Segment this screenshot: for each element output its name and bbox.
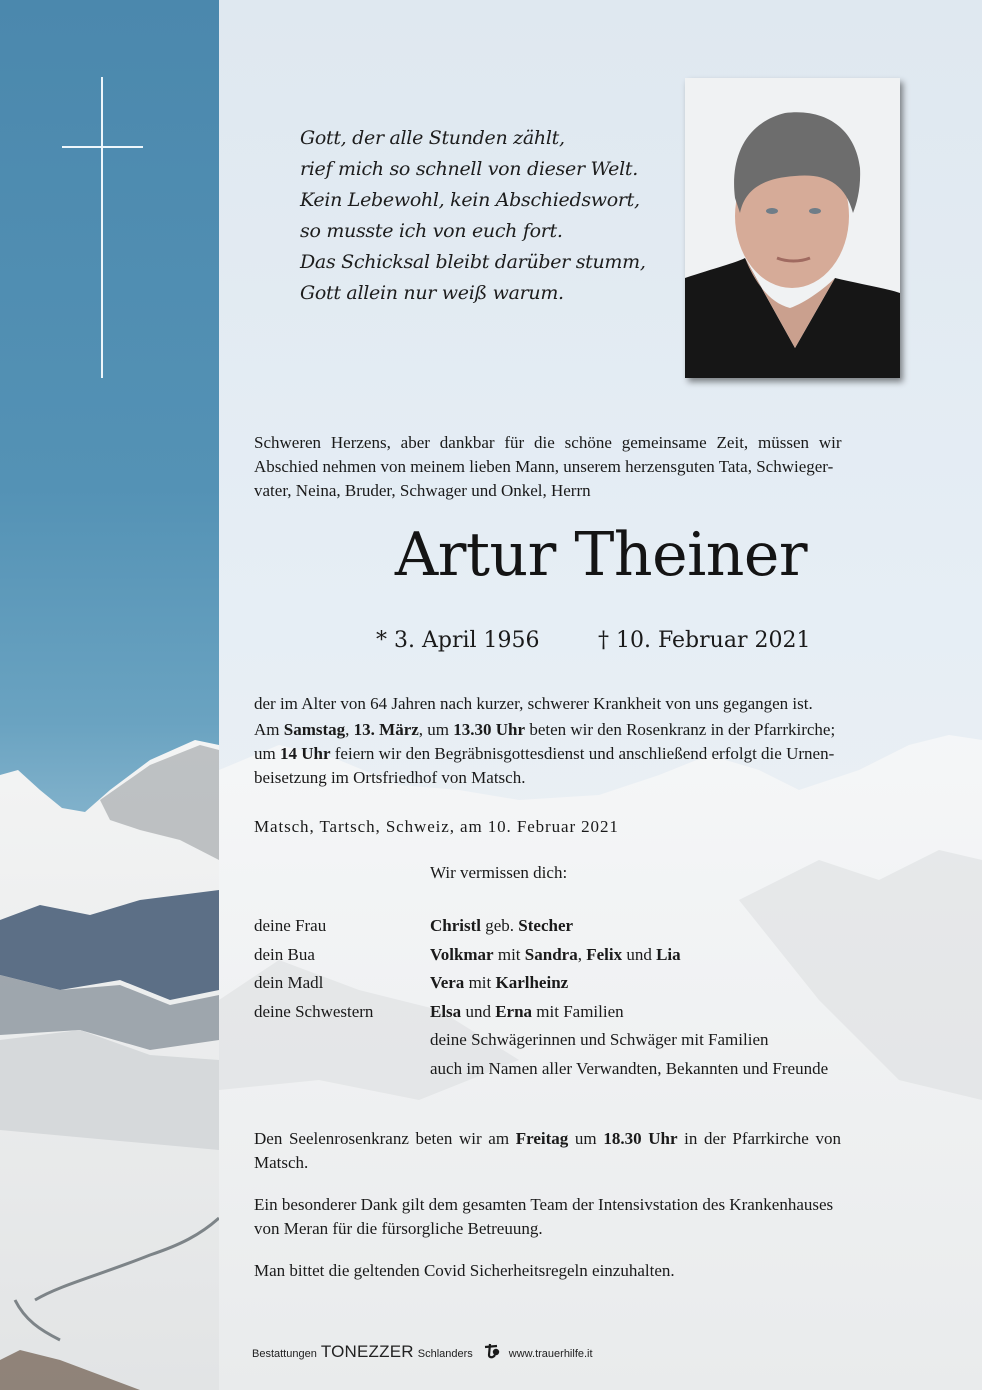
intro-text xyxy=(254,431,924,503)
age-line: der im Alter von 64 Jahren nach kurzer, schwerer Krankheit von uns gegangen ist. xyxy=(254,694,813,713)
text: und xyxy=(461,1001,496,1021)
birth-date: * 3. April 1956 xyxy=(376,628,540,653)
right-eye xyxy=(809,208,821,214)
family-extra: auch im Namen aller Verwandten, Bekannten und Freunde xyxy=(430,1058,829,1078)
covid-notice: Man bittet die geltenden Covid Sicherheitsregeln einzuhalten. xyxy=(254,1261,675,1280)
poem xyxy=(300,123,646,309)
services-line-3: beisetzung im Ortsfriedhof von Matsch. xyxy=(254,768,526,787)
text: um xyxy=(568,1129,604,1148)
family-extra: deine Schwägerinnen und Schwäger mit Familien xyxy=(430,1030,769,1049)
text: Am xyxy=(254,720,284,739)
thanks-line: von Meran für die fürsorgliche Betreuung. xyxy=(254,1219,543,1238)
relation-label: deine Frau xyxy=(254,916,327,935)
member-name: Sandra xyxy=(524,944,578,964)
text: um xyxy=(254,744,280,763)
poem-line: Gott allein nur weiß warum. xyxy=(300,282,564,304)
member-name: Volkmar xyxy=(430,944,494,964)
rosary-line-1 xyxy=(254,1127,924,1151)
miss-heading: Wir vermissen dich: xyxy=(430,863,568,882)
relation-label: dein Madl xyxy=(254,973,324,992)
text: , xyxy=(345,720,354,739)
trauerhilfe-logo-icon xyxy=(483,1343,501,1359)
text: geb. xyxy=(481,916,519,935)
family-members xyxy=(430,969,568,998)
left-sky-panel xyxy=(0,0,219,1390)
services-line-2 xyxy=(254,742,835,766)
text: , um xyxy=(418,720,454,739)
text: in der Pfarrkirche von xyxy=(677,1129,841,1148)
family-members xyxy=(430,912,573,941)
footer-town: Schlanders xyxy=(417,1348,473,1360)
service-date: 13. März xyxy=(353,720,419,739)
cross-icon xyxy=(101,77,103,378)
service-day: Samstag xyxy=(283,720,346,739)
poem-line: Gott, der alle Stunden zählt, xyxy=(300,127,565,149)
text: , xyxy=(577,944,587,964)
member-name: Erna xyxy=(495,1001,533,1021)
text: mit Familien xyxy=(532,1001,624,1021)
member-name: Felix xyxy=(586,944,623,964)
intro-line: Schweren Herzens, aber dankbar für die schöne gemeinsame Zeit, müssen wir xyxy=(254,433,842,452)
relation-label: dein Bua xyxy=(254,944,315,964)
services-line-1 xyxy=(254,718,835,742)
text: feiern wir den Begräbnisgottesdienst und anschließend erfolgt die Urnen- xyxy=(330,744,835,763)
poem-line: Kein Lebewohl, kein Abschiedswort, xyxy=(300,189,640,211)
mass-time: 14 Uhr xyxy=(279,744,331,763)
family-members xyxy=(430,998,624,1027)
poem-line: Das Schicksal bleibt darüber stumm, xyxy=(300,251,646,273)
text: und xyxy=(622,944,657,964)
rosary-line-2: Matsch. xyxy=(254,1153,309,1172)
member-name: Elsa xyxy=(430,1001,462,1021)
poem-line: rief mich so schnell von dieser Welt. xyxy=(300,158,638,180)
funeral-services xyxy=(254,718,835,790)
member-name: Vera xyxy=(430,973,465,992)
footer-prefix: Bestattungen xyxy=(252,1348,317,1360)
footer-url[interactable]: www.trauerhilfe.it xyxy=(508,1348,593,1360)
place-and-date: Matsch, Tartsch, Schweiz, am 10. Februar 2021 xyxy=(254,817,619,836)
text: beten wir den Rosenkranz in der Pfarrkirche; xyxy=(525,720,836,739)
deceased-name: Artur Theiner xyxy=(394,520,808,590)
member-name: Lia xyxy=(656,944,681,964)
rosary-time: 13.30 Uhr xyxy=(453,720,526,739)
text: mit xyxy=(464,973,496,992)
member-name: Karlheinz xyxy=(495,973,569,992)
rosary-notice xyxy=(254,1127,924,1175)
family-members xyxy=(430,941,681,970)
footer xyxy=(252,1341,593,1362)
rosary-day: Freitag xyxy=(515,1129,569,1148)
thanks-notice xyxy=(254,1193,833,1241)
text: mit xyxy=(493,944,525,964)
mountain-landscape-image xyxy=(0,0,219,1390)
cross-icon-bar xyxy=(62,146,143,148)
member-name: Stecher xyxy=(518,916,574,935)
intro-line: vater, Neina, Bruder, Schwager und Onkel, Herrn xyxy=(254,481,591,500)
thanks-line: Ein besonderer Dank gilt dem gesamten Team der Intensivstation des Krankenhauses xyxy=(254,1195,834,1214)
left-eye xyxy=(766,208,778,214)
member-name: Christl xyxy=(430,916,481,935)
rosary-time: 18.30 Uhr xyxy=(603,1129,678,1148)
death-date: † 10. Februar 2021 xyxy=(598,628,811,653)
intro-line: Abschied nehmen von meinem lieben Mann, unserem herzensguten Tata, Schwieger- xyxy=(254,457,834,476)
text: Den Seelenrosenkranz beten wir am xyxy=(254,1129,516,1148)
footer-brand: TONEZZER xyxy=(320,1342,414,1361)
portrait-photo xyxy=(685,78,900,378)
relation-label: deine Schwestern xyxy=(254,1001,374,1021)
poem-line: so musste ich von euch fort. xyxy=(300,220,563,242)
